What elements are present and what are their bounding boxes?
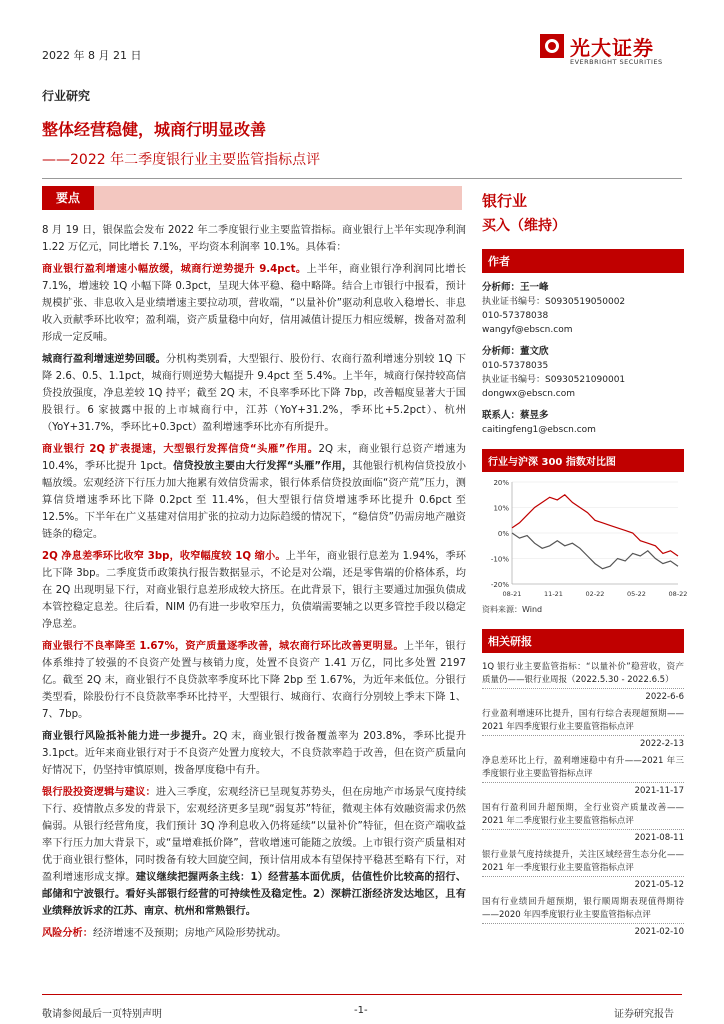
paragraph	[42, 925, 466, 942]
related-date: 2021-11-17	[482, 782, 684, 798]
report-subtitle: ——2022 年二季度银行业主要监管指标点评	[42, 152, 321, 168]
logo-name-en: EVERBRIGHT SECURITIES	[570, 58, 663, 66]
main-body	[42, 222, 466, 947]
paragraph	[42, 728, 466, 779]
paragraph-text: 上半年，商业银行息差为 1.94%，季环比下降 3bp。二季度货币政策执行报告数据显示，不论是对公端，还是零售端的价格体系，均在 2Q 出现明显下行，对商业银行息差形成较大挤压。在此背景下，银行主要通过加强负债成本管控稳定息差。往后看，NIM 仍有进一步收窄压力，负债端需要辅之以更多管控手段以稳定净息差。	[42, 551, 466, 630]
paragraph-lead: 商业银行盈利增速小幅放缓，城商行逆势提升 9.4pct。	[42, 264, 307, 275]
paragraph-lead: 城商行盈利增速逆势回暖。	[42, 354, 166, 365]
related-title: 国有行业绩回升超预期，银行顺周期表现值得期待——2020 年四季度银行业主要监管指标点评	[482, 897, 684, 920]
related-header: 相关研报	[482, 629, 684, 653]
paragraph-text: 进入三季度，宏观经济已呈现复苏势头，但在房地产市场景气度持续下行、疫情散点多发的背景下，宏观经济更多呈现“弱复苏”特征，微观主体有效融资需求仍然偏弱。从银行经营角度，我们预计 3Q 净利息收入仍将延续“以量补价”特征，但在资产端收益率下行压力加大背景下，或“量增难抵价降”，营收增速可能随之放缓。上市银行资产质量相对优于商业银行整体，同时拨备有较大回旋空间，预计信用成本有望保持平稳甚至略有下行，对盈利增速形成支撑。	[42, 787, 467, 883]
paragraph-text: 2Q 末，商业银行拨备覆盖率为 203.8%，季环比提升 3.1pct。近年来商业银行对于不良资产处置力度较大，不良贷款率趋于改善，但在资产质量向好情况下，仍坚持审慎原则，拨备厚度稳中有升。	[42, 731, 467, 776]
paragraph-lead-2: 建议继续把握两条主线：1）经营基本面优质，估值性价比较高的招行、邮储和宁波银行。看好头部银行经营的可持续性及稳定性。2）深耕江浙经济发达地区，且有业绩释放诉求的江苏、南京、杭州和常熟银行。	[42, 872, 467, 917]
paragraph-lead: 商业银行风险抵补能力进一步提升。	[42, 731, 213, 742]
paragraph	[42, 638, 466, 723]
chart-title: 行业与沪深 300 指数对比图	[482, 449, 684, 472]
authors-header: 作者	[482, 249, 684, 273]
paragraph-text: 上半年，商业银行净利润同比增长 7.1%，增速较 1Q 小幅下降 0.3pct，呈现大体平稳、稳中略降。结合上市银行中报看，预计规模扩张、非息收入是业绩增速主要拉动项，营收端，“以量补价”驱动利息收入稳增长、非息收入贡献季环比收窄；盈利端，资产质量稳中向好，信用减值计提压力相应缓解，拨备对盈利形成一定反哺。	[42, 264, 467, 343]
industry-name: 银行业	[482, 192, 528, 210]
summary-bar	[42, 186, 462, 210]
related-item[interactable]	[482, 708, 684, 751]
related-title: 行业盈利增速环比提升，国有行综合表现超预期——2021 年四季度银行业主要监管指标点评	[482, 709, 684, 732]
brand-logo	[540, 32, 690, 72]
analyst-phone: 010-57378038	[482, 311, 549, 321]
report-date: 2022 年 8 月 21 日	[42, 49, 142, 62]
paragraph	[42, 261, 466, 346]
paragraph-text: 经济增速不及预期；房地产风险形势扰动。	[92, 928, 287, 939]
paragraph-text: 8 月 19 日，银保监会发布 2022 年二季度银行业主要监管指标。商业银行上半年实现净利润 1.22 万亿元，同比增长 7.1%，平均资本利润率 10.1%。具体看：	[42, 225, 466, 253]
rating: 买入（维持）	[482, 218, 566, 234]
paragraph-lead: 2Q 净息差季环比收窄 3bp，收窄幅度较 1Q 缩小。	[42, 551, 286, 562]
paragraph	[42, 784, 466, 920]
paragraph	[42, 222, 466, 256]
analyst-email[interactable]: wangyf@ebscn.com	[482, 325, 573, 335]
analyst-phone: 010-57378035	[482, 361, 549, 371]
related-title: 银行业景气度持续提升，关注区域经营生态分化——2021 年一季度银行业主要监管指标点评	[482, 850, 684, 873]
analyst-cert: 执业证书编号：S0930519050002	[482, 297, 626, 307]
paragraph-lead: 银行股投资逻辑与建议：	[42, 787, 156, 798]
sidebar	[482, 190, 688, 943]
analyst-name: 分析师：王一峰	[482, 282, 549, 293]
related-date: 2021-05-12	[482, 876, 684, 892]
related-item[interactable]	[482, 661, 684, 704]
analyst-email[interactable]: dongwx@ebscn.com	[482, 389, 575, 399]
paragraph-text: 上半年，银行体系维持了较强的不良资产处置与核销力度，处置不良资产 1.41 万亿，同比多处置 2197 亿。截至 2Q 末，商业银行不良贷款率季度环比下降 2bp 至 1.67%，为近年来低位。分银行类型看，除股份行不良贷款率季环比持平，大型银行、城商行、农商行分别较上季末下降 1、7、7bp。	[42, 641, 466, 720]
report-category: 行业研究	[42, 89, 91, 103]
related-item[interactable]	[482, 802, 684, 845]
chart-ytick-label: 20%	[493, 479, 509, 487]
index-chart	[482, 449, 688, 615]
footer-disclaimer[interactable]: 敬请参阅最后一页特别声明	[42, 1009, 162, 1020]
contact-email[interactable]: caitingfeng1@ebscn.com	[482, 425, 596, 435]
chart-series-line	[512, 495, 678, 556]
paragraph	[42, 351, 466, 436]
chart-ytick-label: -10%	[490, 555, 509, 564]
paragraph	[42, 548, 466, 633]
related-date: 2021-02-10	[482, 923, 684, 939]
related-title: 国有行盈利回升超预期，全行业资产质量改善——2021 年二季度银行业主要监管指标点评	[482, 803, 684, 826]
related-date: 2022-2-13	[482, 735, 684, 751]
paragraph-lead: 风险分析：	[42, 928, 93, 939]
analyst-card	[482, 281, 684, 337]
logo-mark-icon	[540, 34, 564, 58]
chart-source: 资料来源：Wind	[482, 605, 543, 614]
related-list	[482, 661, 684, 939]
paragraph-text: 分机构类别看，大型银行、股份行、农商行盈利增速分别较 1Q 下降 2.6、0.5、1.1pct，城商行则逆势大幅提升 9.4pct 至 5.4%。上半年，城商行保持较高信贷投放强度，净息差较 1Q 持平；截至 2Q 末，不良率季环比下降 7bp，改善幅度显著大于国股银行。6 家披露中报的上市城商行中，江苏（YoY+31.2%，季环比+5.2pct）、杭州（YoY+31.7%，季环比+0.3pct）盈利增速季环比亦有所提升。	[42, 354, 466, 433]
chart-ytick-label: 10%	[493, 504, 509, 513]
paragraph-text: 其他银行机构信贷投放小幅放缓。宏观经济下行压力加大拖累有效信贷需求，银行体系信贷投放面临“资产荒”压力，测算信贷增速季环比下降 0.2pct 至 11.4%，但大型银行信贷增速季环比提升 0.6pct 至 12.5%。下半年在广义基建对信用扩张的拉动力边际趋缓的情况下，“稳信贷”仍需房地产融资链条的稳定。	[42, 461, 467, 540]
related-title: 1Q 银行业主要监管指标：“以量补价”稳营收，资产质量仍——银行业周报（2022.5.30 - 2022.6.5）	[482, 662, 684, 685]
paragraph-lead-2: 信贷投放主要由大行发挥“头雁”作用，	[173, 461, 353, 472]
analyst-card	[482, 345, 684, 401]
header-divider	[42, 178, 682, 179]
paragraph	[42, 441, 466, 543]
page-number: -1-	[354, 1005, 368, 1016]
analyst-name: 分析师：董文欣	[482, 346, 549, 357]
chart-xtick-label: 08-22	[668, 590, 688, 598]
chart-xtick-label: 11-21	[544, 590, 563, 598]
analyst-cert: 执业证书编号：S0930521090001	[482, 375, 626, 385]
related-item[interactable]	[482, 896, 684, 939]
contact-name: 联系人：蔡昱多	[482, 410, 549, 421]
paragraph-lead: 商业银行 2Q 扩表提速，大型银行发挥信贷“头雁”作用。	[42, 444, 319, 455]
paragraph-text: 2Q 末，商业银行总资产增速为 10.4%，季环比提升 1pct。	[42, 444, 466, 472]
logo-name-cn: 光大证券	[570, 36, 654, 60]
paragraph-lead: 商业银行不良率降至 1.67%，资产质量逐季改善，城农商行环比改善更明显。	[42, 641, 404, 652]
chart-area	[482, 472, 688, 602]
chart-ytick-label: -20%	[490, 581, 509, 589]
footer-report-type: 证券研究报告	[614, 1009, 674, 1020]
related-item[interactable]	[482, 849, 684, 892]
contact-card	[482, 409, 684, 437]
related-item[interactable]	[482, 755, 684, 798]
summary-label: 要点	[42, 186, 94, 210]
footer-divider	[42, 994, 682, 995]
chart-ytick-label: 0%	[497, 530, 509, 538]
related-date: 2022-6-6	[482, 688, 684, 704]
chart-xtick-label: 05-22	[627, 590, 646, 598]
related-date: 2021-08-11	[482, 829, 684, 845]
related-title: 净息差环比上行，盈利增速稳中有升——2021 年三季度银行业主要监管指标点评	[482, 756, 684, 779]
report-title: 整体经营稳健，城商行明显改善	[42, 120, 267, 139]
chart-xtick-label: 02-22	[585, 590, 605, 598]
chart-series-line	[512, 533, 678, 569]
chart-xtick-label: 08-21	[502, 590, 522, 598]
chart-svg	[482, 472, 688, 602]
